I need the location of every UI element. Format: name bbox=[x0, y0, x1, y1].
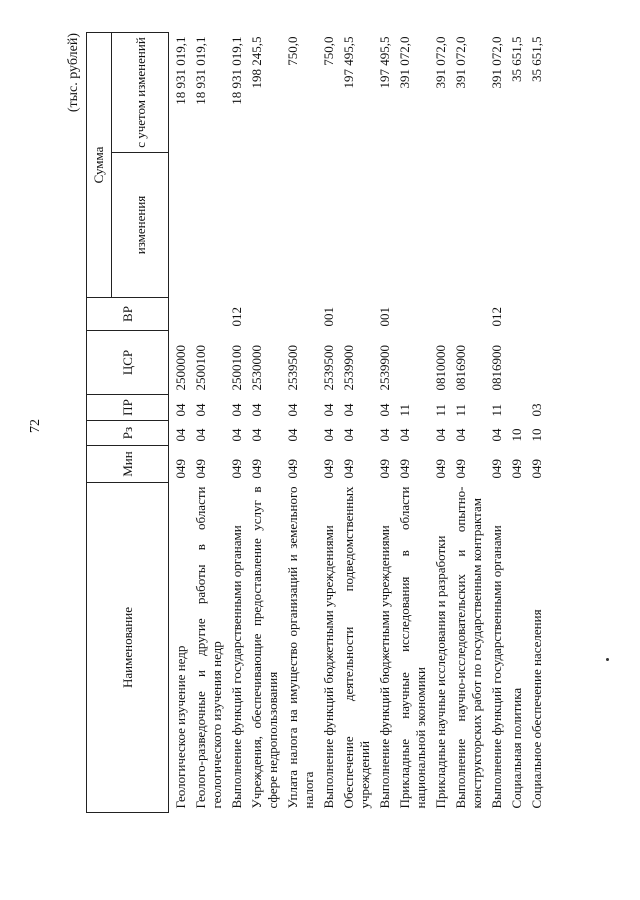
row-change bbox=[169, 153, 192, 298]
table-row bbox=[247, 33, 283, 813]
row-change bbox=[487, 153, 507, 298]
table-row bbox=[395, 33, 431, 813]
row-name: Выполнение функций государственными органами bbox=[229, 525, 244, 809]
row-total: 18 931 019,1 bbox=[229, 36, 244, 105]
row-min: 049 bbox=[529, 459, 544, 479]
row-change bbox=[527, 153, 547, 298]
row-vr bbox=[191, 298, 227, 331]
row-vr bbox=[527, 298, 547, 331]
row-rz: 04 bbox=[453, 428, 468, 442]
row-vr bbox=[507, 298, 527, 331]
row-change bbox=[451, 153, 487, 298]
row-min: 049 bbox=[249, 459, 264, 479]
row-min: 049 bbox=[285, 459, 300, 479]
row-pr: 04 bbox=[377, 403, 392, 417]
table-row bbox=[431, 33, 451, 813]
table-row bbox=[451, 33, 487, 813]
row-total: 391 072,0 bbox=[433, 36, 448, 89]
row-min: 049 bbox=[173, 459, 188, 479]
row-vr: 012 bbox=[229, 307, 244, 327]
page-number: 72 bbox=[28, 419, 43, 433]
row-csr bbox=[395, 331, 431, 395]
table-body bbox=[169, 33, 548, 813]
row-pr: 04 bbox=[321, 403, 336, 417]
row-total: 35 651,5 bbox=[529, 36, 544, 82]
row-min: 049 bbox=[433, 459, 448, 479]
row-name: Обеспечение деятельности подведомственных учреждений bbox=[341, 486, 372, 809]
row-change bbox=[247, 153, 283, 298]
row-total: 35 651,5 bbox=[509, 36, 524, 82]
row-total: 18 931 019,1 bbox=[193, 36, 208, 105]
row-min: 049 bbox=[229, 459, 244, 479]
row-csr bbox=[527, 331, 547, 395]
table-row bbox=[507, 33, 527, 813]
row-pr: 11 bbox=[489, 403, 504, 417]
row-change bbox=[227, 153, 247, 298]
scan-speck bbox=[606, 658, 609, 661]
row-csr: 2500000 bbox=[173, 345, 188, 391]
row-total: 18 931 019,1 bbox=[173, 36, 188, 105]
row-vr bbox=[247, 298, 283, 331]
row-vr bbox=[283, 298, 319, 331]
row-total: 750,0 bbox=[285, 36, 300, 66]
row-vr bbox=[451, 298, 487, 331]
rotated-page-content bbox=[66, 33, 606, 813]
row-total: 391 072,0 bbox=[397, 36, 412, 89]
row-name: Геолого-разведочные и другие работы в области геологического изучения недр bbox=[193, 486, 224, 809]
table-row bbox=[339, 33, 375, 813]
row-min: 049 bbox=[377, 459, 392, 479]
row-pr bbox=[507, 395, 527, 421]
row-name: Учреждения, обеспечивающие предоставление услуг в сфере недропользования bbox=[249, 486, 280, 809]
header-min: Мин bbox=[87, 446, 169, 483]
header-vr: ВР bbox=[87, 298, 169, 331]
row-pr: 04 bbox=[249, 403, 264, 417]
row-change bbox=[191, 153, 227, 298]
row-rz: 04 bbox=[249, 428, 264, 442]
row-name: Выполнение научно-исследовательских и опытно-конструкторских работ по государственным контрактам bbox=[453, 486, 484, 809]
row-pr: 04 bbox=[341, 403, 356, 417]
row-csr bbox=[507, 331, 527, 395]
row-rz: 04 bbox=[489, 428, 504, 442]
table-row bbox=[191, 33, 227, 813]
row-min: 049 bbox=[453, 459, 468, 479]
row-vr bbox=[395, 298, 431, 331]
row-rz: 10 bbox=[509, 428, 524, 442]
row-csr: 2500100 bbox=[193, 345, 208, 391]
row-pr: 04 bbox=[229, 403, 244, 417]
row-rz: 04 bbox=[397, 428, 412, 442]
row-csr: 2539500 bbox=[321, 345, 336, 391]
row-csr: 2530000 bbox=[249, 345, 264, 391]
row-min: 049 bbox=[321, 459, 336, 479]
row-min: 049 bbox=[397, 459, 412, 479]
row-min: 049 bbox=[509, 459, 524, 479]
row-vr bbox=[339, 298, 375, 331]
row-rz: 04 bbox=[321, 428, 336, 442]
row-rz: 04 bbox=[433, 428, 448, 442]
row-pr: 04 bbox=[193, 403, 208, 417]
row-name: Уплата налога на имущество организаций и земельного налога bbox=[285, 486, 316, 809]
table-row bbox=[169, 33, 192, 813]
table-row bbox=[227, 33, 247, 813]
row-csr: 2539500 bbox=[285, 345, 300, 391]
row-name: Выполнение функций бюджетными учреждениями bbox=[377, 525, 392, 809]
row-csr: 2539900 bbox=[341, 345, 356, 391]
row-vr bbox=[169, 298, 192, 331]
row-name: Прикладные научные исследования в области национальной экономики bbox=[397, 486, 428, 809]
row-csr: 2539900 bbox=[377, 345, 392, 391]
row-vr: 012 bbox=[489, 307, 504, 327]
row-name: Выполнение функций бюджетными учреждениями bbox=[321, 525, 336, 809]
row-min: 049 bbox=[489, 459, 504, 479]
header-rz: Рз bbox=[87, 421, 169, 446]
row-total: 197 495,5 bbox=[377, 36, 392, 89]
row-rz: 10 bbox=[529, 428, 544, 442]
table-row bbox=[283, 33, 319, 813]
row-total: 197 495,5 bbox=[341, 36, 356, 89]
header-sum: Сумма bbox=[87, 33, 112, 298]
row-rz: 04 bbox=[341, 428, 356, 442]
row-name: Социальная политика bbox=[509, 687, 524, 809]
row-pr: 11 bbox=[397, 403, 412, 417]
row-pr: 04 bbox=[285, 403, 300, 417]
row-change bbox=[319, 153, 339, 298]
row-name: Геологическое изучение недр bbox=[173, 645, 188, 809]
row-rz: 04 bbox=[285, 428, 300, 442]
row-change bbox=[283, 153, 319, 298]
header-pr: ПР bbox=[87, 395, 169, 421]
table-row bbox=[375, 33, 395, 813]
table-row bbox=[527, 33, 547, 813]
row-change bbox=[507, 153, 527, 298]
row-name: Социальное обеспечение населения bbox=[529, 609, 544, 809]
row-change bbox=[375, 153, 395, 298]
header-name: Наименование bbox=[87, 483, 169, 813]
table-row bbox=[319, 33, 339, 813]
row-total: 198 245,5 bbox=[249, 36, 264, 89]
units-label: (тыс. рублей) bbox=[66, 33, 81, 113]
row-rz: 04 bbox=[173, 428, 188, 442]
row-pr: 11 bbox=[453, 403, 468, 417]
row-csr: 0810000 bbox=[433, 345, 448, 391]
row-csr: 0816900 bbox=[453, 345, 468, 391]
row-pr: 03 bbox=[529, 403, 544, 417]
row-pr: 11 bbox=[433, 403, 448, 417]
row-change bbox=[395, 153, 431, 298]
row-change bbox=[339, 153, 375, 298]
row-total: 750,0 bbox=[321, 36, 336, 66]
row-name: Выполнение функций государственными органами bbox=[489, 525, 504, 809]
table-header bbox=[87, 33, 169, 813]
row-rz: 04 bbox=[229, 428, 244, 442]
row-name: Прикладные научные исследования и разработки bbox=[433, 535, 448, 809]
header-with-change: с учетом изменений bbox=[112, 33, 169, 153]
row-rz: 04 bbox=[377, 428, 392, 442]
row-csr: 0816900 bbox=[489, 345, 504, 391]
row-pr: 04 bbox=[173, 403, 188, 417]
row-vr bbox=[431, 298, 451, 331]
row-vr: 001 bbox=[321, 307, 336, 327]
row-total: 391 072,0 bbox=[489, 36, 504, 89]
row-vr: 001 bbox=[377, 307, 392, 327]
row-change bbox=[431, 153, 451, 298]
budget-table bbox=[86, 32, 547, 813]
row-min: 049 bbox=[341, 459, 356, 479]
table-row bbox=[487, 33, 507, 813]
row-csr: 2500100 bbox=[229, 345, 244, 391]
header-change: изменения bbox=[112, 153, 169, 298]
row-min: 049 bbox=[193, 459, 208, 479]
row-total: 391 072,0 bbox=[453, 36, 468, 89]
header-csr: ЦСР bbox=[87, 331, 169, 395]
row-rz: 04 bbox=[193, 428, 208, 442]
